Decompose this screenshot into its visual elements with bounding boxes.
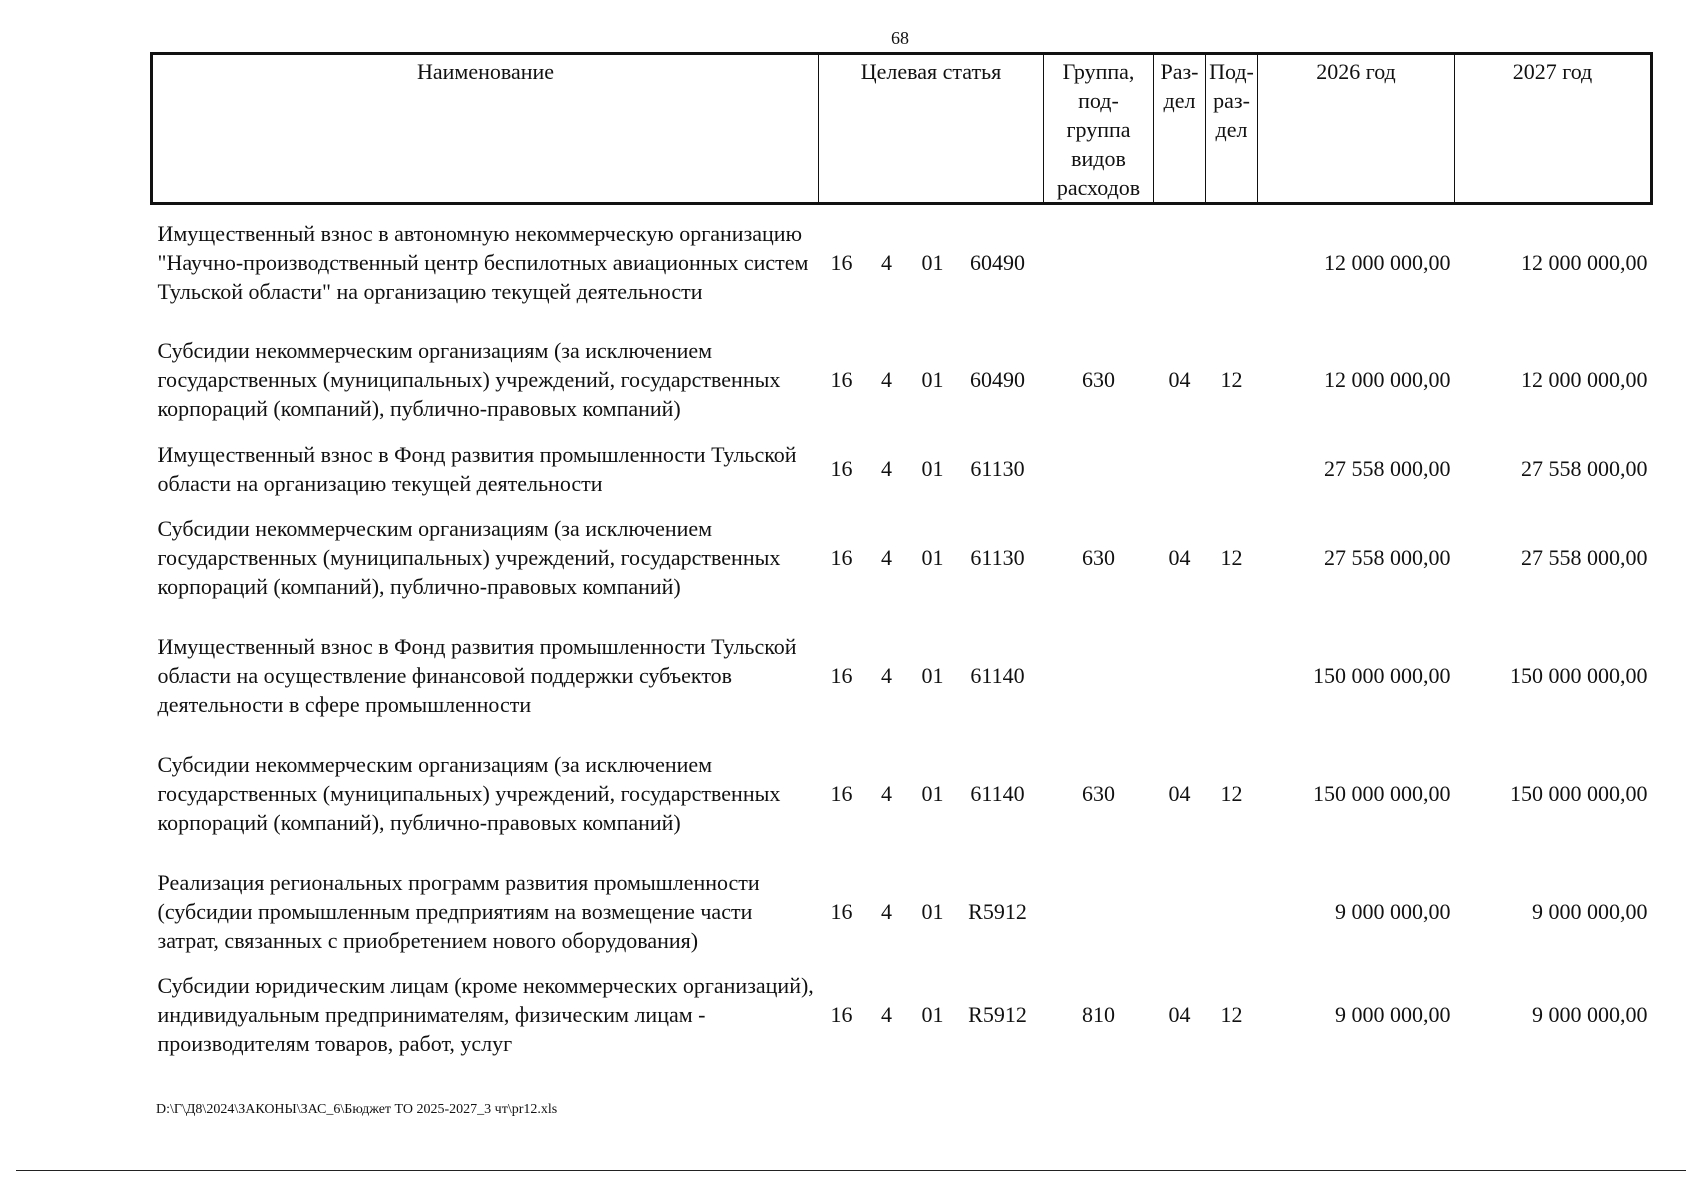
row-amount-2027: 150 000 000,00 [1510,781,1648,806]
row-section: 04 [1168,781,1191,806]
footer-file-path: D:\Г\Д8\2024\ЗАКОНЫ\ЗАС_6\Бюджет ТО 2025-2027_3 чт\pr12.xls [156,1102,558,1117]
row-name: Имущественный взнос в Фонд развития промышленности Тульской области на осуществление финансовой поддержки субъектов деятельности в сфере промышленности [157,634,797,717]
row-name: Субсидии некоммерческим организациям (за исключением государственных (муниципальных) учреждений, государственных корпораций (компаний), публично-правовых компаний) [157,516,781,599]
header-section: Раз- дел [1154,54,1206,204]
row-group: 810 [1082,1002,1115,1027]
row-name: Субсидии некоммерческим организациям (за исключением государственных (муниципальных) учреждений, государственных корпораций (компаний), публично-правовых компаний) [157,752,781,835]
row-amount-2026: 12 000 000,00 [1324,367,1451,392]
table-row [152,204,1652,321]
row-subsection [1206,439,1258,499]
row-subsection: 12 [1220,367,1243,392]
row-target-article: 16 4 01 R5912 [830,899,1027,924]
row-section: 04 [1168,1002,1191,1027]
row-subsection [1206,853,1258,971]
row-name: Имущественный взнос в автономную некоммерческую организацию "Научно-производственный центр беспилотных авиационных систем Тульской области" на организацию текущей деятельности [157,221,809,305]
row-amount-2026: 150 000 000,00 [1313,663,1451,688]
row-section: 04 [1168,545,1191,570]
row-section [1154,439,1206,499]
row-group: 630 [1082,367,1115,392]
row-subsection: 12 [1220,545,1243,570]
row-amount-2027: 150 000 000,00 [1510,663,1648,688]
row-name: Реализация региональных программ развития промышленности (субсидии промышленным предприятиям на возмещение части затрат, связанных с приобретением нового оборудования) [157,870,760,953]
row-group [1044,853,1154,971]
header-year-2026: 2026 год [1258,54,1455,204]
row-amount-2027: 12 000 000,00 [1521,367,1648,392]
header-year-2027: 2027 год [1455,54,1652,204]
table-row [152,971,1652,1059]
table-row [152,321,1652,439]
row-name: Субсидии юридическим лицам (кроме некоммерческих организаций), индивидуальным предпринимателям, физическим лицам - производителям товаров, работ, услуг [157,973,814,1056]
row-target-article: 16 4 01 61140 [830,663,1025,688]
row-name: Субсидии некоммерческим организациям (за исключением государственных (муниципальных) учреждений, государственных корпораций (компаний), публично-правовых компаний) [157,338,781,421]
row-group [1044,204,1154,321]
row-amount-2027: 9 000 000,00 [1532,1002,1648,1027]
row-target-article: 16 4 01 61130 [830,456,1025,481]
row-name: Имущественный взнос в Фонд развития промышленности Тульской области на организацию текущей деятельности [157,441,797,496]
row-amount-2026: 12 000 000,00 [1324,250,1451,276]
table-header-row [152,54,1652,204]
row-group: 630 [1082,781,1115,806]
row-amount-2027: 9 000 000,00 [1532,899,1648,924]
row-target-article: 16 4 01 61140 [830,781,1025,806]
row-amount-2026: 27 558 000,00 [1324,545,1451,570]
header-name: Наименование [152,54,819,204]
table-row [152,499,1652,617]
row-subsection: 12 [1220,1002,1243,1027]
row-group [1044,439,1154,499]
row-section [1154,853,1206,971]
header-target-article: Целевая статья [819,54,1044,204]
row-target-article: 16 4 01 60490 [830,367,1025,392]
budget-table [150,52,1653,1059]
row-amount-2026: 150 000 000,00 [1313,781,1451,806]
row-amount-2026: 27 558 000,00 [1324,456,1451,481]
row-amount-2026: 9 000 000,00 [1335,1002,1451,1027]
table-row [152,439,1652,499]
row-subsection: 12 [1220,781,1243,806]
row-section [1154,204,1206,321]
row-group: 630 [1082,545,1115,570]
row-amount-2026: 9 000 000,00 [1335,899,1451,924]
row-subsection [1206,204,1258,321]
table-row [152,853,1652,971]
row-amount-2027: 27 558 000,00 [1521,456,1648,481]
row-section [1154,617,1206,735]
table-row [152,735,1652,853]
row-target-article: 16 4 01 R5912 [830,1002,1027,1027]
row-target-article: 16 4 01 61130 [830,545,1025,570]
page-number: 68 [891,28,909,48]
row-amount-2027: 12 000 000,00 [1521,250,1648,276]
row-group [1044,617,1154,735]
table-row [152,617,1652,735]
bottom-divider [16,1170,1686,1171]
row-target-article: 16 4 01 60490 [830,250,1025,276]
header-expense-group: Группа, под- группа видов расходов [1044,54,1154,204]
row-amount-2027: 27 558 000,00 [1521,545,1648,570]
header-subsection: Под- раз- дел [1206,54,1258,204]
row-section: 04 [1168,367,1191,392]
row-subsection [1206,617,1258,735]
